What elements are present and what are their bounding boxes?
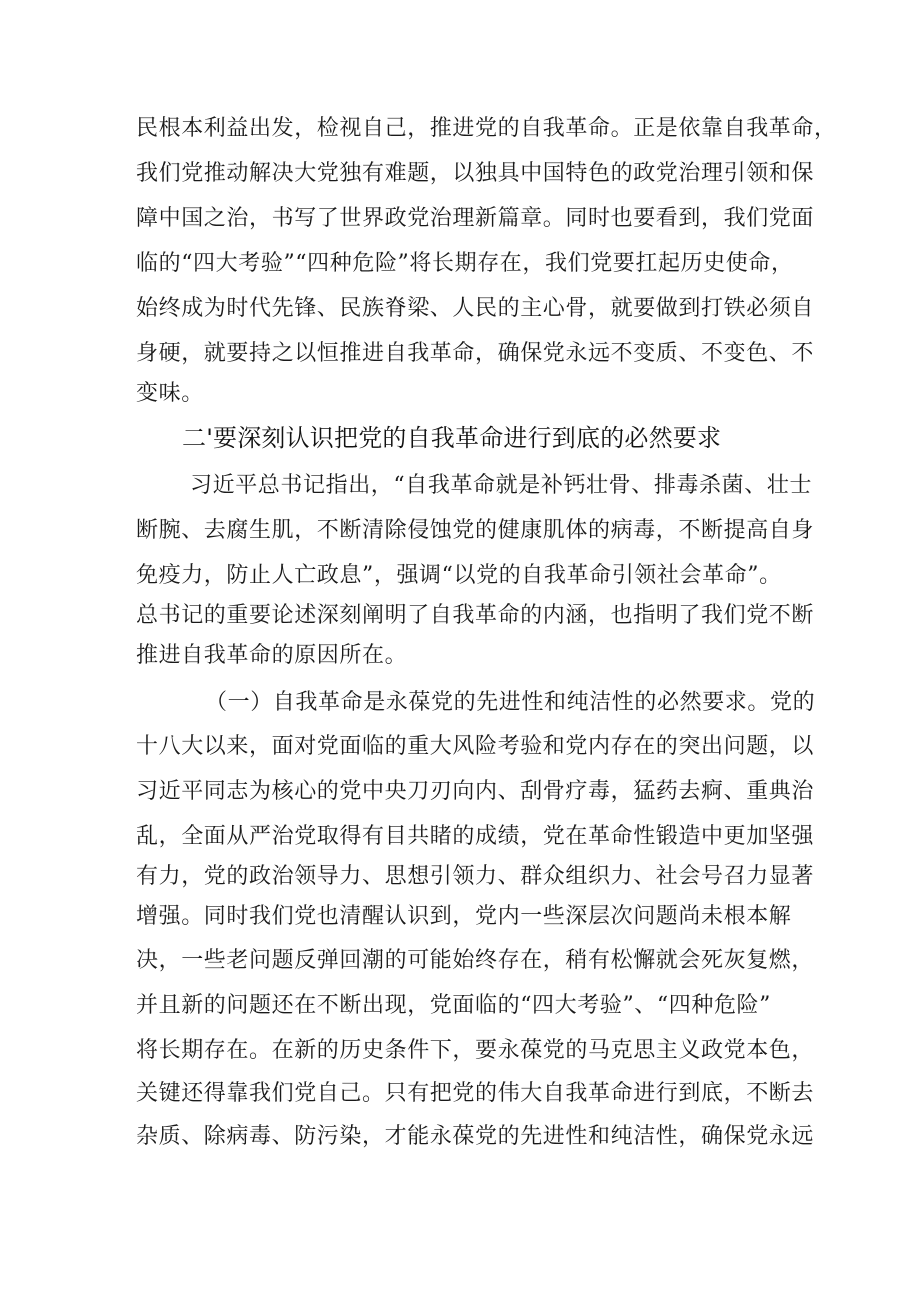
paragraph-line: 杂质、除病毒、防污染，才能永葆党的先进性和纯洁性，确保党永远 — [136, 1124, 815, 1149]
paragraph-line: 临的“四大考验”“四种危险”将长期存在，我们党要扛起历史使命， — [136, 251, 794, 276]
paragraph-line: 习近平同志为核心的党中央刀刃向内、刮骨疗毒，猛药去痾、重典治 — [136, 779, 815, 804]
paragraph-line: 总书记的重要论述深刻阐明了自我革命的内涵，也指明了我们党不断 — [136, 603, 815, 628]
paragraph-line: （一）自我革命是永葆党的先进性和纯洁性的必然要求。党的 — [205, 690, 816, 715]
section-heading: 二'要深刻认识把党的自我革命进行到底的必然要求 — [182, 424, 722, 452]
paragraph-line: 并且新的问题还在不断出现，党面临的“四大考验”、“四种危险” — [136, 993, 771, 1018]
paragraph-line: 免疫力，防止人亡政息”，强调“以党的自我革命引领社会革命”。 — [136, 563, 782, 588]
paragraph-line: 始终成为时代先锋、民族脊梁、人民的主心骨，就要做到打铁必须自 — [136, 296, 815, 321]
paragraph-line: 乱，全面从严治党取得有目共睹的成绩，党在革命性锻造中更加坚强 — [136, 824, 815, 849]
paragraph-line: 决，一些老问题反弹回潮的可能始终存在，稍有松懈就会死灰复燃， — [136, 948, 815, 973]
paragraph-line: 障中国之治，书写了世界政党治理新篇章。同时也要看到，我们党面 — [136, 206, 815, 231]
paragraph-line: 民根本利益出发，检视自己，推进党的自我革命。正是依靠自我革命， — [136, 116, 837, 141]
paragraph-line: 有力，党的政治领导力、思想引领力、群众组织力、社会号召力显著 — [136, 864, 815, 889]
paragraph-line: 将长期存在。在新的历史条件下，要永葆党的马克思主义政党本色， — [136, 1038, 815, 1063]
paragraph-line: 变味。 — [136, 381, 204, 406]
paragraph-line: 关键还得靠我们党自己。只有把党的伟大自我革命进行到底，不断去 — [136, 1081, 815, 1106]
paragraph-line: 身硬，就要持之以恒推进自我革命，确保党永远不变质、不变色、不 — [136, 341, 815, 366]
paragraph-line: 推进自我革命的原因所在。 — [136, 643, 408, 668]
paragraph-line: 习近平总书记指出，“自我革命就是补钙壮骨、排毒杀菌、壮士 — [190, 473, 813, 498]
paragraph-line: 十八大以来，面对党面临的重大风险考验和党内存在的突出问题，以 — [136, 734, 815, 759]
paragraph-line: 我们党推动解决大党独有难题，以独具中国特色的政党治理引领和保 — [136, 161, 815, 186]
paragraph-line: 断腕、去腐生肌，不断清除侵蚀党的健康肌体的病毒，不断提高自身 — [136, 518, 815, 543]
paragraph-line: 增强。同时我们党也清醒认识到，党内一些深层次问题尚未根本解 — [136, 904, 792, 929]
